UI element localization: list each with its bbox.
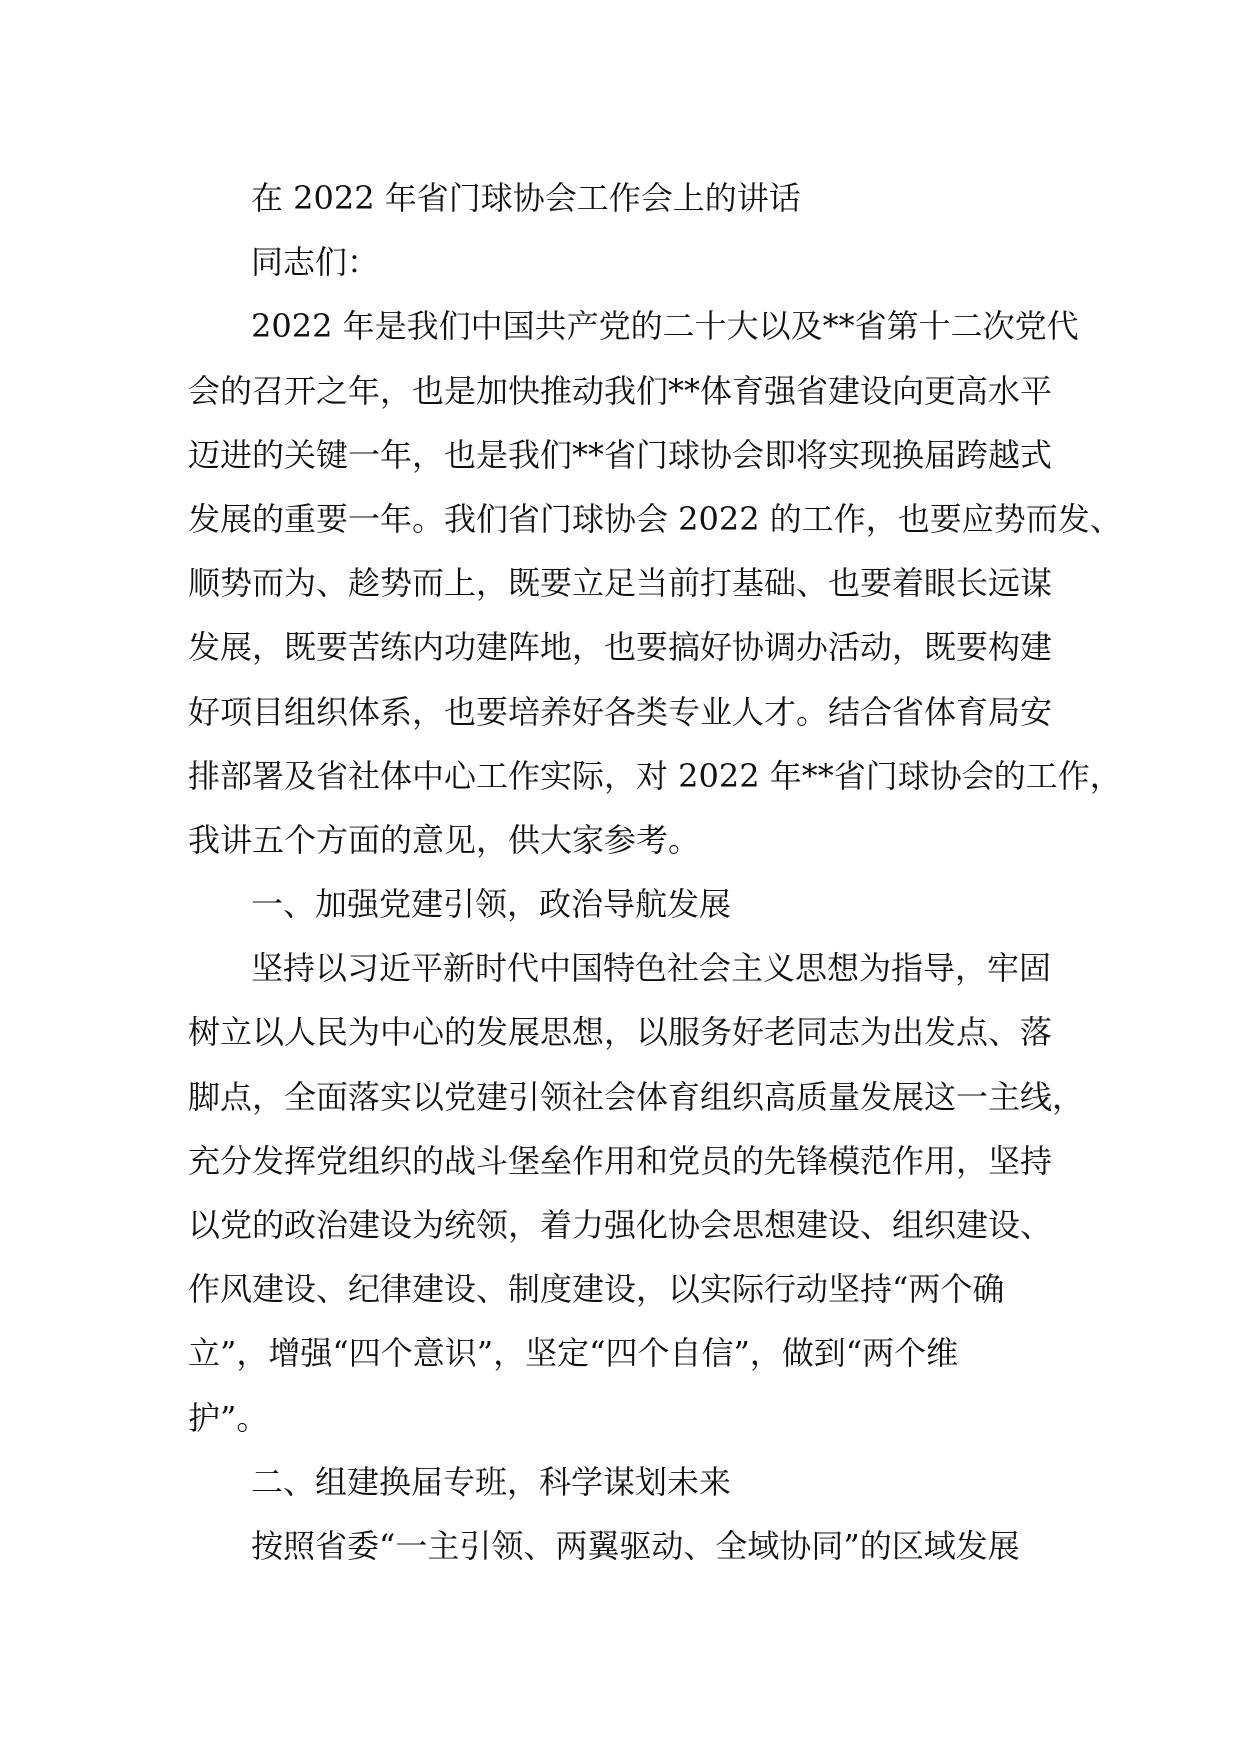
salutation: 同志们：	[251, 243, 380, 282]
paragraph-2-line-6: 作风建设、纪律建设、制度建设，以实际行动坚持“两个确	[188, 1270, 1005, 1309]
document-body	[188, 166, 1122, 1578]
paragraph-1-line-4: 发展的重要一年。我们省门球协会 2022 的工作，也要应势而发、	[188, 499, 1122, 538]
paragraph-3-line-1: 按照省委“一主引领、两翼驱动、全域协同”的区域发展	[251, 1526, 1020, 1565]
paragraph-1-line-6: 发展，既要苦练内功建阵地，也要搞好协调办活动，既要构建	[188, 628, 1053, 667]
paragraph-1-line-7: 好项目组织体系，也要培养好各类专业人才。结合省体育局安	[188, 692, 1053, 731]
paragraph-2-line-8: 护”。	[188, 1398, 269, 1437]
section-heading-2: 二、组建换届专班，科学谋划未来	[251, 1462, 732, 1501]
paragraph-2-line-1: 坚持以习近平新时代中国特色社会主义思想为指导，牢固	[251, 949, 1052, 988]
paragraph-1-line-1: 2022 年是我们中国共产党的二十大以及**省第十二次党代	[251, 307, 1079, 346]
section-heading-1: 一、加强党建引领，政治导航发展	[251, 885, 732, 924]
paragraph-2-line-4: 充分发挥党组织的战斗堡垒作用和党员的先锋模范作用，坚持	[188, 1141, 1053, 1180]
paragraph-2-line-7: 立”，增强“四个意识”，坚定“四个自信”，做到“两个维	[188, 1334, 959, 1373]
paragraph-1-line-8: 排部署及省社体中心工作实际，对 2022 年**省门球协会的工作，	[188, 756, 1122, 795]
paragraph-2-line-2: 树立以人民为中心的发展思想，以服务好老同志为出发点、落	[188, 1013, 1053, 1052]
paragraph-1-line-5: 顺势而为、趁势而上，既要立足当前打基础、也要着眼长远谋	[188, 564, 1053, 603]
paragraph-2-line-5: 以党的政治建设为统领，着力强化协会思想建设、组织建设、	[188, 1206, 1053, 1244]
paragraph-1-line-3: 迈进的关键一年，也是我们**省门球协会即将实现换届跨越式	[188, 435, 1053, 474]
document-title: 在 2022 年省门球协会工作会上的讲话	[251, 179, 801, 217]
paragraph-1-line-2: 会的召开之年，也是加快推动我们**体育强省建设向更高水平	[188, 371, 1053, 410]
paragraph-2-line-3: 脚点，全面落实以党建引领社会体育组织高质量发展这一主线，	[188, 1077, 1085, 1116]
paragraph-1-line-9: 我讲五个方面的意见，供大家参考。	[188, 820, 701, 859]
